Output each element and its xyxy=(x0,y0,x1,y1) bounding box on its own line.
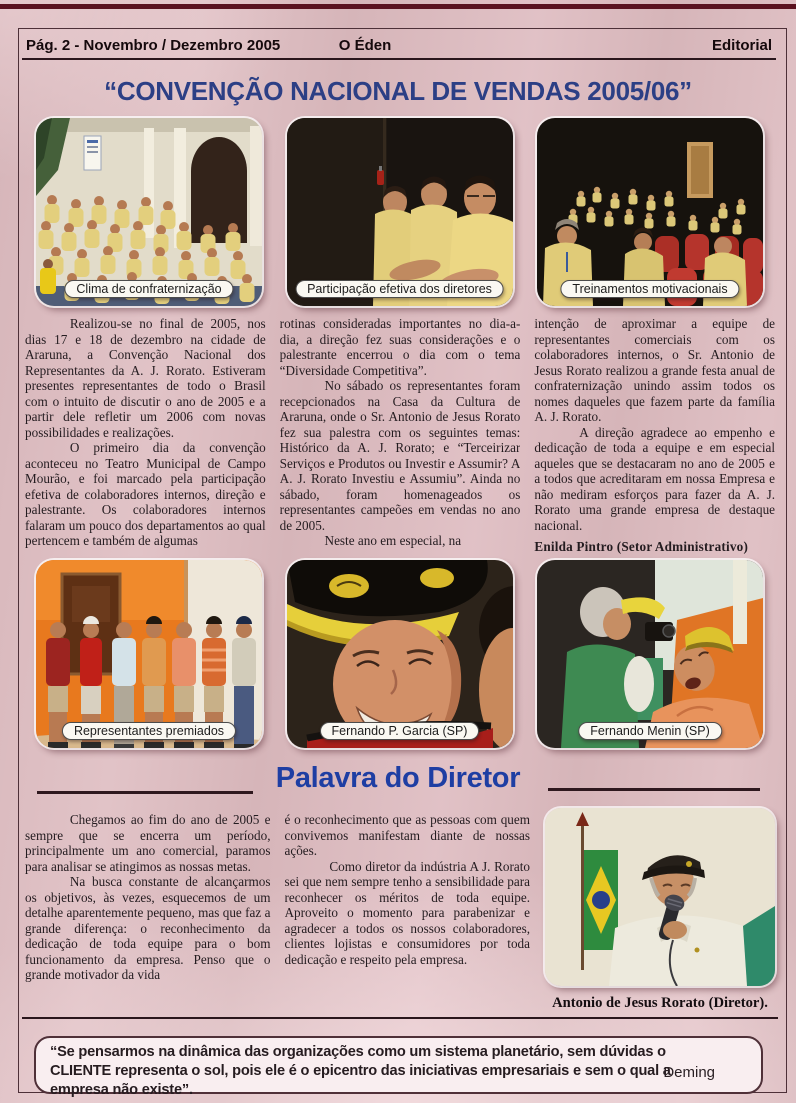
photo-row-2 xyxy=(36,560,763,748)
paragraph: Realizou-se no final de 2005, nos dias 17 e 18 de dezembro na cidade de Araruna, a Convenção Nacional dos Representantes da A. J. Rorato. Estiveram presentes representantes de todo o Brasil com o intuito de discutir o ano de 2005 e a partir dele refletir um 2006 com novas possibilidades e realizações. xyxy=(25,316,266,440)
photo-director xyxy=(545,808,775,986)
crowd-outside-building-image xyxy=(36,118,262,306)
quote-text: “Se pensarmos na dinâmica das organizações como um sistema planetário, sem dúvidas o CLIENTE representa o sol, pois ele é o epicentro das iniciativas empresariais e sem o qual a empresa não existe”. xyxy=(50,1044,671,1098)
publication-name: O Éden xyxy=(338,37,392,54)
photo-treinamentos xyxy=(537,118,763,306)
quote-box xyxy=(34,1036,763,1098)
page-number-date: Pág. 2 - Novembro / Dezembro 2005 xyxy=(26,37,281,54)
paragraph: é o reconhecimento que as pessoas com quem convivemos manifestam diante de nossas ações. xyxy=(284,812,530,858)
paragraph: Na busca constante de alcançarmos os objetivos, às vezes, esquecemos de um detalhe aparentemente pequeno, mas que faz a grande diferença: o reconhecimento da dedicação de toda equipe para o bom funcionamento da empresa. Penso que o grande motivador da vida xyxy=(25,874,271,982)
paragraph: No sábado os representantes foram recepcionados na Casa da Cultura de Araruna, onde o Sr. Antonio de Jesus Rorato fez sua palestra com os seguintes temas: Histórico da A. J. Rorato; e “Terceirizar Serviços e Produtos ou Investir e Assumir? A A. J. Rorato Investiu e Assumiu”. Ainda no sábado, foram homenageados os representantes campeões em vendas no ano de 2005. xyxy=(279,378,521,533)
photo-row-1 xyxy=(36,118,763,306)
paragraph: rotinas consideradas importantes no dia-a-dia, a direção fez suas considerações e o palestrante encerrou o dia com o tema “Diversidade Competitiva”. xyxy=(279,316,521,378)
director-column-2 xyxy=(285,812,531,1014)
quote-attribution: Deming xyxy=(663,1064,715,1081)
paragraph: O primeiro dia da convenção aconteceu no Teatro Municipal de Campo Mourão, e foi marcado pela participação efetiva de colaboradores internos, direção e palestrante. Os colaboradores internos falaram um pouco dos departamentos ao qual pertencem e também de algumas xyxy=(25,440,266,548)
photo-fernando-garcia xyxy=(287,560,513,748)
heading-rule-right xyxy=(548,788,760,791)
laughing-men-with-caps-image xyxy=(537,560,763,748)
photo-diretores xyxy=(287,118,513,306)
section-title: Palavra do Diretor xyxy=(275,762,521,794)
article-column-3 xyxy=(534,316,775,554)
paragraph: A direção agradece ao empenho e dedicação de toda a equipe e em especial aqueles que se destacaram no ano de 2005 e a todos que acreditaram em nossa Empresa e não mediram esforços para fazer da A. J. Rorato uma grande empresa de destaque nacional. xyxy=(534,424,775,533)
heading-rule-left xyxy=(37,791,253,794)
paragraph: Chegamos ao fim do ano de 2005 e sempre que se encerra um período, principalmente um ano comercial, paramos para analisar se atingimos as nossas metas. xyxy=(25,812,271,874)
author-signature: Enilda Pintro (Setor Administrativo) xyxy=(534,539,749,554)
paragraph: intenção de aproximar a equipe de representantes comerciais com os colaboradores internos, o Sr. Antonio de Jesus Rorato realizou a grande festa anual de confraternização unindo assim todos os nomes daqueles que fazem parte da família A. J. Rorato. xyxy=(534,316,775,424)
director-speaking-with-microphone-image xyxy=(545,808,775,986)
paragraph: Como diretor da indústria A J. Rorato sei que nem sempre tenho a sensibilidade para reconhecer os méritos de toda equipe. Aproveito o momento para parabenizar e agradecer a todos os nossos colaboradores, clientes lojistas e consumidores por toda dedicação e respeito pela empresa. xyxy=(284,858,530,967)
article-title: “CONVENÇÃO NACIONAL DE VENDAS 2005/06” xyxy=(104,76,692,106)
theater-audience-image xyxy=(537,118,763,306)
photo-confraternizacao xyxy=(36,118,262,306)
masthead xyxy=(26,37,774,55)
photo-caption: Fernando P. Garcia (SP) xyxy=(320,722,480,740)
photo-representantes-premiados xyxy=(36,560,262,748)
man-with-cap-closeup-image xyxy=(287,560,513,748)
directors-in-auditorium-image xyxy=(287,118,513,306)
director-body xyxy=(25,812,530,1014)
photo-caption: Fernando Menin (SP) xyxy=(578,722,722,740)
masthead-rule xyxy=(22,58,776,60)
article-body xyxy=(25,316,775,554)
article-column-2 xyxy=(280,316,521,554)
paragraph: Neste ano em especial, na xyxy=(324,533,462,548)
section-label: Editorial xyxy=(711,37,772,54)
director-photo-caption: Antonio de Jesus Rorato (Diretor). xyxy=(552,995,768,1011)
photo-caption: Treinamentos motivacionais xyxy=(560,280,739,298)
photo-fernando-menin xyxy=(537,560,763,748)
section-heading xyxy=(0,762,796,804)
photo-caption: Clima de confraternização xyxy=(64,280,233,298)
top-rule xyxy=(0,4,796,9)
bottom-rule xyxy=(22,1017,778,1019)
photo-caption: Participação efetiva dos diretores xyxy=(295,280,504,298)
photo-caption: Representantes premiados xyxy=(62,722,236,740)
awarded-representatives-group-image xyxy=(36,560,262,748)
article-column-1 xyxy=(25,316,266,554)
director-column-1 xyxy=(25,812,271,1014)
